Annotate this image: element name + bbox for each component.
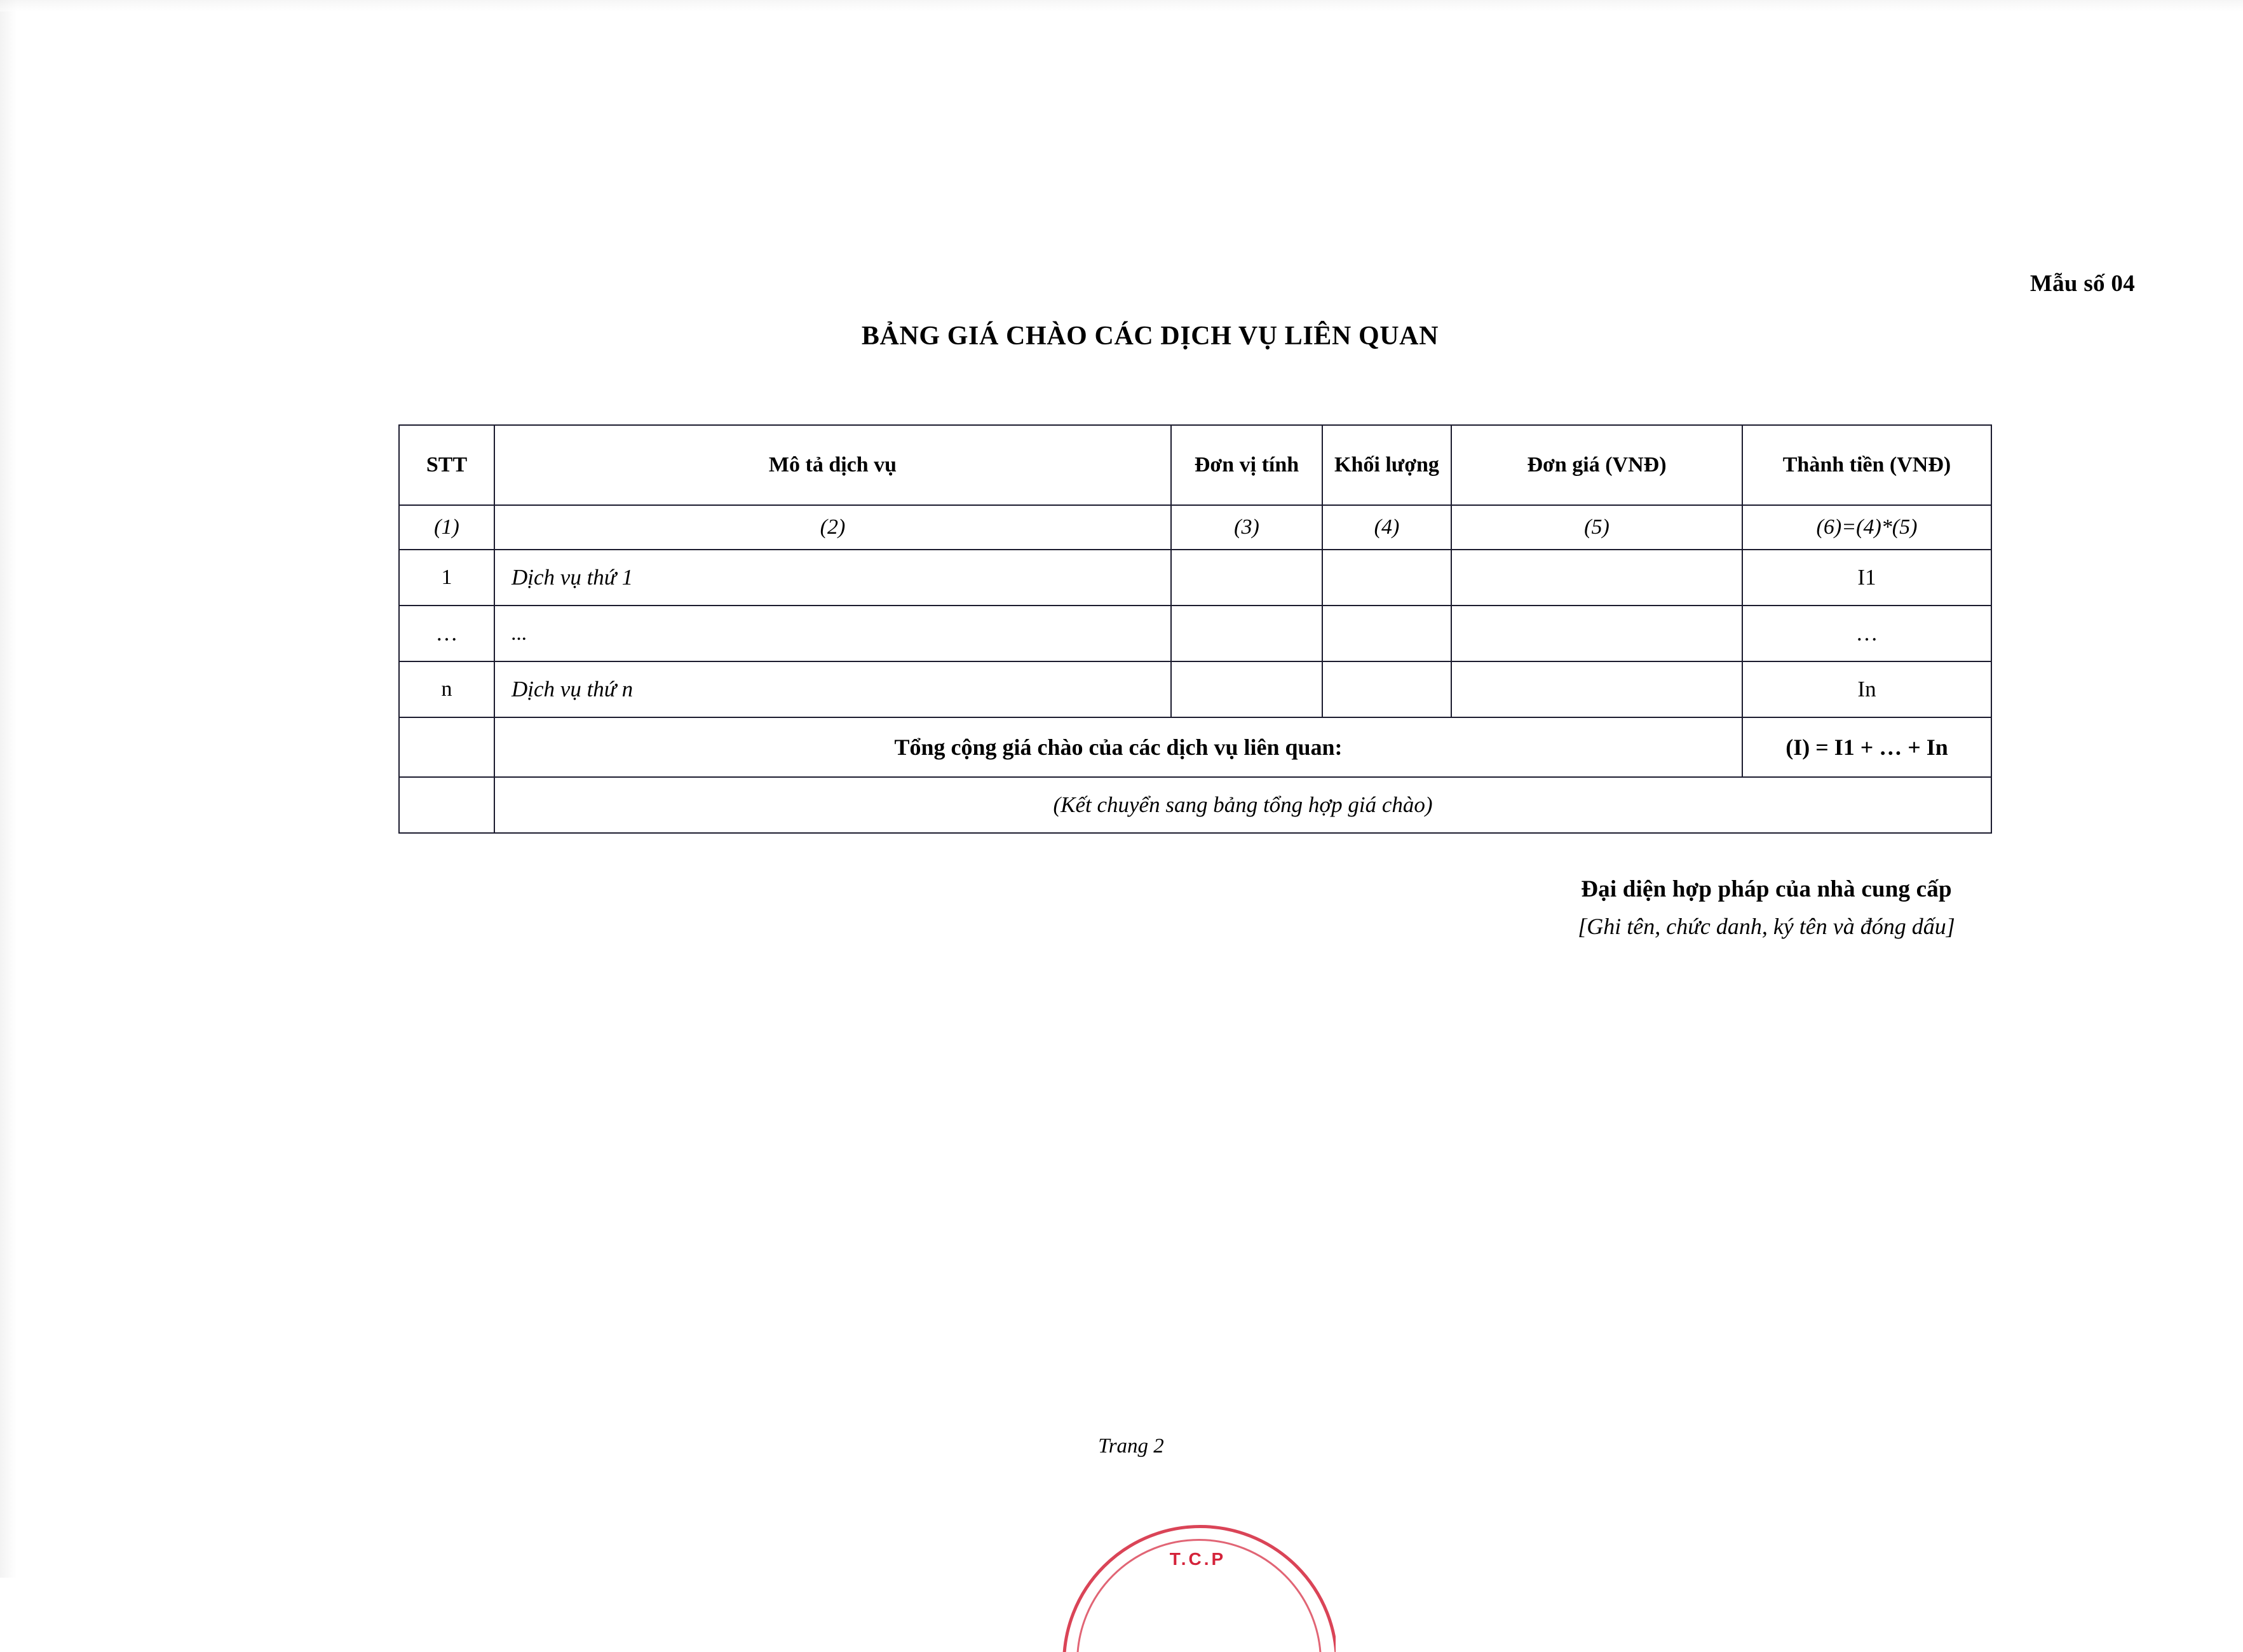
note-row [399, 777, 1991, 833]
note-row-label: (Kết chuyển sang bảng tổng hợp giá chào) [494, 777, 1991, 833]
table-row [399, 606, 1991, 661]
table-row [399, 661, 1991, 717]
cell-description: Dịch vụ thứ n [494, 661, 1171, 717]
cell-amount: In [1742, 661, 1991, 717]
signature-title: Đại diện hợp pháp của nhà cung cấp [1581, 876, 1952, 902]
header-description: Mô tả dịch vụ [494, 425, 1171, 505]
cell-stt: … [399, 606, 494, 661]
header-unit: Đơn vị tính [1171, 425, 1322, 505]
cell-unit-price [1451, 661, 1742, 717]
signature-instruction: [Ghi tên, chức danh, ký tên và đóng dấu] [1578, 914, 1955, 939]
total-row-label: Tổng cộng giá chào của các dịch vụ liên quan: [494, 717, 1742, 777]
colnum-unit-price: (5) [1451, 505, 1742, 550]
colnum-unit: (3) [1171, 505, 1322, 550]
table-header-row [399, 425, 1991, 505]
cell-quantity [1322, 661, 1451, 717]
table-row [399, 550, 1991, 606]
cell-unit [1171, 606, 1322, 661]
stamp-text: T.C.P [1169, 1549, 1226, 1569]
cell-amount: … [1742, 606, 1991, 661]
header-quantity: Khối lượng [1322, 425, 1451, 505]
colnum-stt: (1) [399, 505, 494, 550]
header-unit-price: Đơn giá (VNĐ) [1451, 425, 1742, 505]
cell-unit [1171, 550, 1322, 606]
total-row-value: (I) = I1 + … + In [1742, 717, 1991, 777]
cell-unit-price [1451, 606, 1742, 661]
colnum-description: (2) [494, 505, 1171, 550]
cell-description: Dịch vụ thứ 1 [494, 550, 1171, 606]
price-table [398, 424, 1992, 834]
signature-block [1481, 876, 2052, 940]
header-stt: STT [399, 425, 494, 505]
cell-amount: I1 [1742, 550, 1991, 606]
stamp-outer-ring [1062, 1525, 1336, 1652]
total-row [399, 717, 1991, 777]
colnum-amount: (6)=(4)*(5) [1742, 505, 1991, 550]
colnum-quantity: (4) [1322, 505, 1451, 550]
cell-unit-price [1451, 550, 1742, 606]
scan-edge-left [0, 0, 17, 1578]
stamp-inner-ring [1076, 1539, 1322, 1652]
red-seal-stamp [1062, 1525, 1336, 1652]
cell-stt: n [399, 661, 494, 717]
page-title: BẢNG GIÁ CHÀO CÁC DỊCH VỤ LIÊN QUAN [861, 322, 1439, 351]
cell-quantity [1322, 550, 1451, 606]
total-row-empty-cell [399, 717, 494, 777]
cell-description: ... [494, 606, 1171, 661]
scan-edge-top [0, 0, 2243, 11]
cell-quantity [1322, 606, 1451, 661]
note-row-empty-cell [399, 777, 494, 833]
column-number-row [399, 505, 1991, 550]
form-code: Mẫu số 04 [2030, 271, 2135, 297]
page-footer-number: Trang 2 [1098, 1435, 1164, 1458]
cell-unit [1171, 661, 1322, 717]
header-amount: Thành tiền (VNĐ) [1742, 425, 1991, 505]
cell-stt: 1 [399, 550, 494, 606]
